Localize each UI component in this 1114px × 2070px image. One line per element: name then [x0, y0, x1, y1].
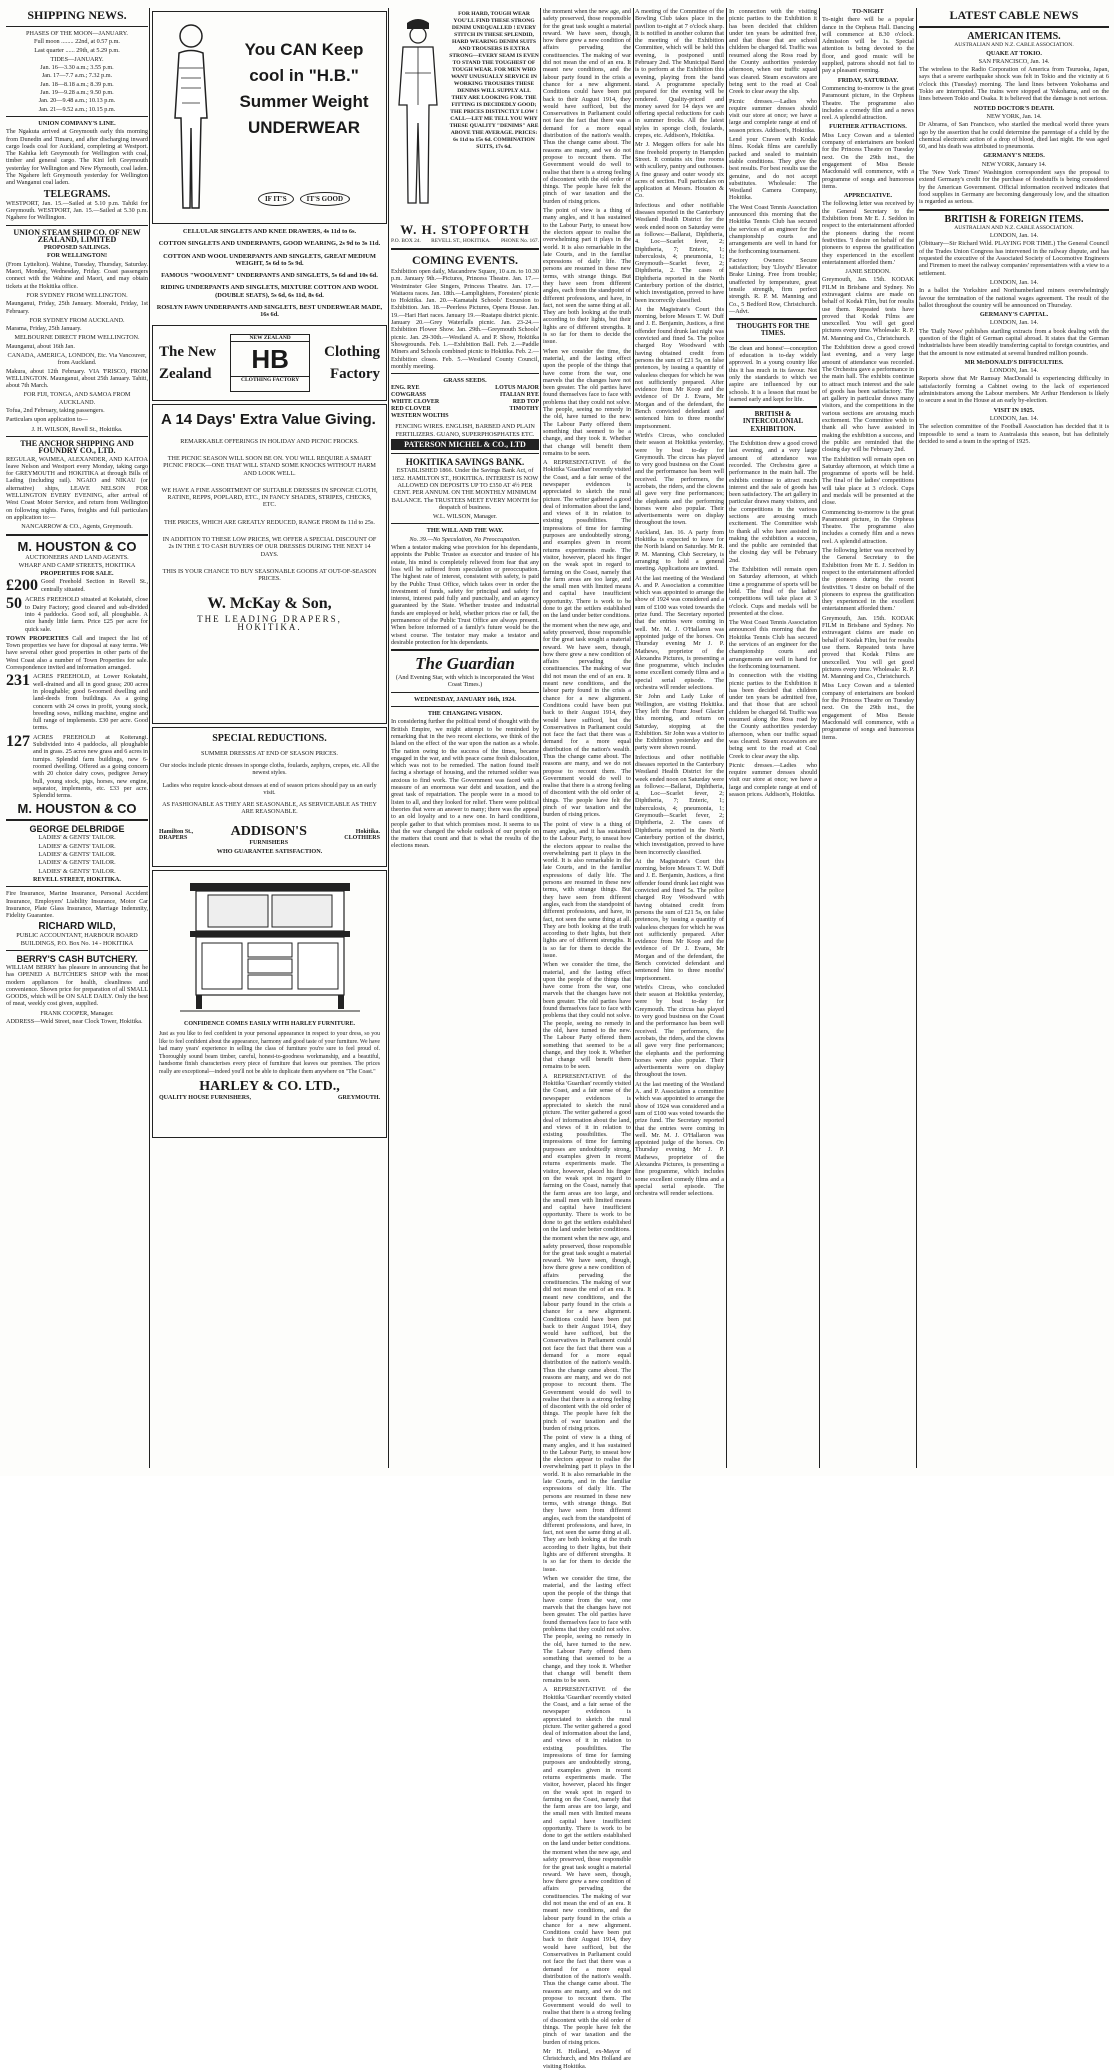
- local-news-text: Infectious and other notifiable diseases reported in the Canterbury Westland Health District for the week ended noon on Saturday were as follows:—Ballarat, Diphtheria, 4. Loc—Scarlet fever, 2; Diphtheria, 7; Enteric, 1; tuberculosis, 4; pneumonia, 1; Greymouth—Scarlet fever, 2; Diphtheria, 2. The cases of Diphtheria reported in the North Canterbury portion of the district, which investigation, proved to have been incorrectly classified.: [635, 201, 724, 304]
- local-news-text: The West Coast Tennis Association announced this morning that the Hokitika Tennis Club has secured the services of an engineer for the championship courts and arrangements are well in hand for the forthcoming tournament.: [729, 619, 817, 670]
- editorial-text: The point of view is a thing of many angles, and it has sustained to the Labour Party, to unseat how the electors appear to realise the overwhelming part it plays in the world. It is also remarkable in the late Courts, and in the familiar expressions of daily life. The persons are resumed in these new terms, with strange things. But they have seen from different angles, each from the standpoint of different professions, and have, in fact, not seen the same thing at all. They are both looking at the truth according to their lights, but their lights are of different strengths. It is so far for them to decide the issue.: [543, 1434, 631, 1573]
- changing-vision-text: In considering further the political trend of thought with the British Empire, we might attempt to be reminded by remarking that in the two recent elections, we think of the Island on the effect of the war upon the nation as a whole. The nation owing to the success of the times, became engaged in the war, and with peace came fresh dislocation, which was not to be remedied. The nation found itself facing a shortage of housing, and the returned soldier was anxious to find work. The Government was faced with a measure of an enormous war debt and taxation, and the great task of repatriation. The people were in a mood to listen to all, and they looked for relief. There were political theories that were an answer to many; there was the appeal to an old loyalty and to a new one. In hard conditions, people gather to that which promises most. It seems to us that the war changed the whole outlook of our people on the matters that count and that is what the results of the elections mean.: [391, 718, 539, 850]
- guardian-date: WEDNESDAY, JANUARY 16th, 1924.: [414, 695, 516, 703]
- anchor-text: REGULAR, WAIMEA, ALEXANDER, AND KAITOA leave Nelson and Westport every Monday, taking cargo for GREYMOUTH and HOKITIKA at through Bills of Lading (including rail). NGAIO and NIKAU (or alternative) ships, LEAVE NELSON FOR WELLINGTON EVERY EVENING, after arrival of West Coast Motor Service, and return from Wellington on following nights. Fares, freights and full particulars on application to:—: [6, 455, 148, 521]
- union-line-heading: UNION COMPANY'S LINE.: [38, 119, 116, 127]
- telegrams-text: WESTPORT, Jan. 15.—Sailed at 5.10 p.m. Tahiki for Greymouth. WESTPORT, Jan. 15.—Sailed at 5.30 p.m. Ngahere for Wellington.: [6, 199, 148, 222]
- fencing-text: FENCING WIRES. ENGLISH, BARBED AND PLAIN FERTILIZERS. GUANO, SUPERPHOSPHATES ETC.: [395, 423, 535, 438]
- addison-left-2: DRAPERS: [159, 834, 188, 841]
- germany-needs-heading: GERMANY'S NEEDS.: [983, 152, 1045, 160]
- nz-zealand: Zealand: [159, 365, 212, 382]
- man-in-denim-illustration: [391, 13, 445, 213]
- cable-assoc: AUSTRALIAN AND N.Z. CABLE ASSOCIATION.: [954, 42, 1074, 48]
- local-news-text: Auckland, Jan. 16. A party from Hokitika is expected to leave for the North Island on Saturday. Mr R. P. M. Manning, Club Secretary, is arranging to hold a general meeting. Applications are invited.: [635, 528, 724, 573]
- column-rule: [149, 8, 150, 1468]
- editorial-text: When we consider the time, the material, and the lasting effect upon the people of the things that have come from the war, one marvels that the changes have not been greater. The old parties have found themselves face to face with problems that they could not solve. The people, seeing no remedy in the old, have turned to the new. The Labour Party offered them something that seemed to be a change, and they took it. Whether that change will benefit them remains to be seen.: [543, 961, 631, 1071]
- telegrams-heading: TELEGRAMS.: [43, 188, 111, 200]
- melbourne-text: Maunganui, about 16th Jan.: [6, 342, 75, 350]
- quake-place: SAN FRANCISCO, Jan. 14.: [978, 57, 1050, 65]
- harley-right: GREYMOUTH.: [337, 1094, 380, 1101]
- local-news-text: Wirth's Circus, who concluded their season at Hokitika yesterday, were by boat to-day for Greymouth. The circus has played to very good business on the Coast and the performance has been well received. The performers, the acrobats, the riders, and the clowns all gave very fine performances; the elephants and the performing horses were also popular. Their advertisements were on display throughout the town.: [635, 431, 724, 527]
- houston-heading-2: M. HOUSTON & CO: [17, 801, 137, 817]
- exhibition-text: The Exhibition will remain open on Saturday afternoon, at which time a programme of sports will be held. The final of the ladies' competitions will take place at 3 o'clock. Cups and medals will be presented at the close.: [729, 566, 817, 617]
- addison-right-2: CLOTHIERS: [344, 834, 380, 841]
- mckay-text: THIS IS YOUR CHANCE TO BUY SEASONABLE GOODS AT OUT-OF-SEASON PRICES.: [162, 567, 377, 583]
- tailor-line: LADIES' & GENTS' TAILOR.: [38, 834, 116, 842]
- latest-cable-news: LATEST CABLE NEWS: [949, 8, 1079, 22]
- hb-tag-left: IF IT'S: [258, 192, 294, 206]
- wellington-text: (From Lyttelton). Wahine, Tuesday, Thursday, Saturday. Maori, Monday, Wednesday, Friday. Coast passengers connect with the Wahine and Maori, and may obtain tickets at the Hokitika office.: [6, 260, 148, 290]
- bf-place: LONDON, Jan. 14.: [989, 278, 1039, 286]
- savings-signature: W.L. WILSON, Manager.: [433, 513, 497, 521]
- particulars: Particulars upon application to—: [6, 416, 88, 424]
- grass-seeds-heading: GRASS SEEDS.: [443, 377, 487, 385]
- local-news-text: At the Magistrate's Court this morning, before Messrs T. W. Duff and J. E. Benjamin, Justices, a first offender found drunk last night was convicted and fined 5s. The police charged Roy Woodward with having obtained credit from persons the sum of £21 5s, on false pretences, by issuing a quantity of valueless cheques for which he was not sufficiently prepared. After evidence from Mr Koop and the evidence of Dr J. Evans, Mr Morgan and of the defendant, the Bench convicted defendant and sentenced him to three months' imprisonment.: [635, 305, 724, 430]
- kodak-text: Greymouth, Jan. 15th. KODAK FILM in Brisbane and Sydney. No extravagant claims are made on behalf of Kodak Film, but for results use them. Repeated tests have proved that Kodak Films are unexcelled. You will get good pictures every time. Wholesale: R. P. M. Manning and Co., Christchurch.: [822, 276, 914, 342]
- exhibition-text: The Exhibition will remain open on Saturday afternoon, at which time a programme of sports will be held. The final of the ladies' competitions will take place at 3 o'clock. Cups and medals will be presented at the close.: [822, 455, 914, 507]
- stopforth-name: W. H. STOPFORTH: [400, 222, 530, 237]
- local-news-text: At the last meeting of the Westland A. and P. Association a committee which was appointed to arrange the show of 1924 was considered and a sum of £100 was voted towards the prize fund. The Secretary reported that the entries were coming in well. Mr. M. J. O'Hallaron was appointed judge of the horses. On Thursday evening Mr J. P. Mathews, proprietor of the Alexandra Pictures, is presenting a fine programme, which includes some excellent comedy films and a special serial episode. The orchestra will render selections.: [635, 1080, 724, 1198]
- nz-the-new: The New: [159, 343, 217, 360]
- melbourne-heading: MELBOURNE DIRECT FROM WELLINGTON.: [14, 334, 140, 342]
- hb-item: COTTON SINGLETS AND UNDERPANTS, GOOD WEARING, 2s 9d to 3s 11d.: [158, 240, 381, 248]
- mcdonald-text: Reports show that Mr Ramsay MacDonald is experiencing difficulty in satisfactorily forming a Cabinet owing to the lack of experienced administrators among the Labour members. Mr Arthur Henderson is likely to secure a seat in the House at an early by-election.: [919, 375, 1109, 405]
- thoughts-heading: THOUGHTS FOR THE TIMES.: [736, 322, 810, 338]
- column-local-news: [635, 8, 724, 1468]
- nz-clothing-factory-ad: [152, 325, 387, 401]
- properties-for-sale: PROPERTIES FOR SALE.: [40, 570, 114, 578]
- listing-231: 231 ACRES FREEHOLD, at Lower Kokatahi, well-drained and all in good grass; 200 acres in ploughable; good 6-roomed dwelling and land-deeds from buildings. As a going concern with 24 cows in profit, young stock, breeding sows, milking machine, engine and full range of implements. £30 per acre. Good terms.: [6, 672, 148, 732]
- thoughts-text: 'Be clean and honest'—conception of education is to-day widely approved. In a young country like this it has much in its favour. Not only the standards to which we aspire are influenced by our schools. It is a lesson that must be learned early and kept for life.: [729, 344, 817, 403]
- tailor-line: LADIES' & GENTS' TAILOR.: [38, 859, 116, 867]
- mckay-sub: THE LEADING DRAPERS,: [197, 613, 342, 624]
- coming-events-text: Exhibition open daily, Macandrew Square, 10 a.m. to 10.30 p.m. January 9th.—Pictures, Princess Theatre. Jan. 17.—Westminster Glee Singers, Princess Theatre. Jan. 17.—Waitaora races. Jan. 18th.—Lamplighters, Foresters' picnic to Hokitika. Jan. 20.—Kamatahi Schools' Excursion to Exhibition. Jan. 18.—Peerless Pictures, Opera House. Jan. 19.—Hari Hari races. January 19.—Ruatapu district picnic. January 20.—Grey Waterfalls picnic. Jan. 23-24.—Exhibition Flower Show. Jan. 29th.—Greymouth Schools' picnic. Jan. 29-30th.—Westland A. and P. Show, Hokitika Showgrounds. Feb. 1.—Exhibition Ball. Feb. 2.—Paddle Miners and Schools combined picnic to Hokitika. Feb. 2.—Exhibition closes. Feb. 5.—Westland County Council, monthly meeting.: [391, 268, 539, 370]
- fiji-heading: FOR FIJI, TONGA, AND SAMOA FROM AUCKLAND.: [23, 391, 131, 406]
- local-news-text: Mr J. Meggen offers for sale his fine freehold property in Hampden Street. It contains six fine rooms with scullery, pantry and outhouses. A fine grassy and outer woody six acres of section. Full particulars on application at Messrs. Houston & Co.: [635, 141, 724, 200]
- local-news-text: The West Coast Tennis Association announced this morning that the Hokitika Tennis Club has secured the services of an engineer for the championship courts and arrangements are well in hand for the forthcoming tournament.: [729, 203, 817, 255]
- berrys-heading: BERRY'S CASH BUTCHERY.: [16, 953, 138, 964]
- tailor-line: LADIES' & GENTS' TAILOR.: [38, 851, 116, 859]
- appreciative-text: The following letter was received by the General Secretary to the Exhibition from Mr E. J. Seddon in respect to the entertainment afforded the pioneers during the recent festivities. 'I desire on behalf of the pioneers to express the gratification they experienced in the excellent entertainment afforded them.': [822, 547, 914, 613]
- listing-127: 127 ACRES FREEHOLD at Koiterangi. Subdivided into 4 paddocks, all ploughable and in grass. 25 acres new grass and 6 acres in turnips. Splendid farm buildings, new 6-roomed dwelling. Offered as a going concern with 20 choice dairy cows, pedigree Jersey bull, young stock, pigs, horses, new engine, separator, implements, etc. £33 per acre. Splendid terms.: [6, 732, 148, 800]
- hb-summer-weight: Summer Weight: [239, 92, 369, 111]
- further-heading: FURTHER ATTRACTIONS.: [829, 123, 907, 131]
- hb-underwear-ad: [152, 11, 387, 224]
- insurance-text: Fire Insurance, Marine Insurance, Personal Accident Insurance, Employers' Liability Insurance, Motor Car Insurance, Plate Glass Insurance, Marriage Indemnity, Fidelity Guarantee.: [6, 890, 148, 920]
- wharf-streets: WHARF AND CAMP STREETS, HOKITIKA: [18, 561, 136, 569]
- union-line-text: The Ngakuta arrived at Greymouth early this morning from Dunedin and Timaru, and after discharging inward cargo loads coal for Auckland, completing at Westport. The Kahika left Greymouth for Wellington with coal, timber and general cargo. The Kini left Greymouth yesterday for Wellington and New Plymouth, coal laden. The Ngahere left Greymouth yesterday for Wellington and Wanganui coal laden.: [6, 128, 148, 187]
- germany-place: NEW YORK, January 14.: [981, 160, 1047, 168]
- wilson-signature: J. H. WILSON, Revell St., Hokitika.: [31, 425, 123, 433]
- column-shipping: [6, 8, 148, 1468]
- canada-heading: CANADA, AMERICA, LONDON, Etc. Via Vancouver, from Auckland.: [7, 351, 147, 367]
- column-tonight: [822, 8, 914, 1468]
- stop-street: REVELL ST., HOKITIKA.: [431, 238, 491, 244]
- tonight-text: Commencing to-morrow is the great Paramount picture, in the Orpheus Theatre. The programme also includes a comedy film and a news reel. A splendid attraction.: [822, 508, 914, 545]
- mcdonald-heading: MR McDONALD'S DIFFICULTIES.: [964, 358, 1064, 366]
- savings-text: ESTABLISHED 1866. Under the Savings Bank Act, of 1852. HAMILTON ST., HOKITIKA. INTEREST IS NOW ALLOWED ON DEPOSITS UP TO £350 AT 4½ PER CENT. PER ANNUM. ON THE MONTHLY MINIMUM BALANCE. The TRUSTEES MEET EVERY MONTH for despatch of business.: [391, 467, 539, 511]
- addison-left-1: Hamilton St.,: [159, 828, 194, 835]
- paterson-banner: PATERSON MICHEL & CO., LTD: [391, 439, 539, 450]
- hb-item: FAMOUS "WOOLVENT" UNDERPANTS AND SINGLETS, 5s 6d and 10s 6d.: [161, 272, 378, 280]
- man-in-underwear-illustration: [161, 18, 221, 218]
- noted-doctor-heading: NOTED DOCTOR'S DEATH.: [973, 104, 1055, 112]
- coming-events-heading: COMING EVENTS.: [411, 253, 518, 267]
- delbridge-heading: GEORGE DELBRIDGE: [29, 824, 125, 835]
- will-text: When a testator making wise provision for his dependants, appoints the Public Trustee as executor and trustee of his estate, his mind is completely relieved from fear that any loss will be suffered from speculation or preoccupation. The highest rate of interest, consistent with safety, is paid by the Public Trust Office, which takes over in order the investment of funds, safety for principal and safety for interest, interest paid fully and punctually, and an agency guaranteed by the State. Whether trustee and industrial funds are employed or held, whether prices rise or fall, the permanence of the Public Trust Office are always present. When before informed of a family's future would be the wisest course. The testator may make a testator and desirable protection for his dependants.: [391, 544, 539, 646]
- addison-text: Ladies who require knock-about dresses at end of season prices should pay us an early visit.: [162, 781, 377, 796]
- moon-line: Last quarter ...... 29th, at 5.29 p.m.: [34, 46, 120, 54]
- column-rule: [540, 8, 541, 1468]
- nz-clothing: Clothing: [324, 343, 380, 360]
- savings-bank-heading: HOKITIKA SAVINGS BANK.: [405, 457, 525, 468]
- further-text: Miss Lucy Cowan and a talented company of entertainers are booked for the Princess Theatre on Tuesday next. On the 29th inst., the engagement of Miss Bessie Macdonald will commence, with a programme of songs and humorous items.: [822, 131, 914, 190]
- stop-box: P.O. BOX 24.: [391, 238, 421, 244]
- hb-cool-in: cool in "H.B.": [249, 66, 359, 85]
- local-news-text: Lend your Craven with Kodak films. Kodak films are carefully packed and sealed to maintain stable conditions. They give the best results. For best results use the genuine, and do not accept substitutes. Wholesale: The Westland Camera Company, Hokitika.: [729, 136, 817, 202]
- addison-text: AS FASHIONABLE AS THEY ARE SEASONABLE, AS SERVICEABLE AS THEY ARE REASONABLE.: [162, 801, 377, 816]
- seddon-signature: JANIE SEDDON.: [845, 268, 891, 276]
- bf-assoc: AUSTRALIAN AND N.Z. CABLE ASSOCIATION.: [954, 224, 1074, 231]
- tonight-text: To-night there will be a popular dance in the Orpheus Hall. Dancing will commence at 8.30 o'clock. Admission will be 1s. Special attention is being devoted to the floor, and good music will be supplied, patrons should not fail to pay a pleasant evening.: [822, 16, 914, 75]
- german-place: LONDON, Jan. 14.: [989, 319, 1039, 327]
- nancarrow: NANCARROW & CO., Agents, Greymouth.: [21, 523, 133, 531]
- mckay-text: WE HAVE A FINE ASSORTMENT OF SUITABLE DRESSES IN SPONGE CLOTH, RATINE, REPPS, POPLARD, ETC., IN FANCY SHADES, STRIPES, CHECKS, ETC.: [161, 486, 378, 509]
- addison-text: SUMMER DRESSES AT END OF SEASON PRICES.: [201, 749, 338, 757]
- holland-note: Mr H. Holland, ex-Mayor of Christchurch, and Mrs Holland are visiting Hokitika.: [543, 2047, 631, 2070]
- fourteen-days-heading: A 14 Days' Extra Value Giving.: [161, 410, 376, 428]
- for-sydney: FOR SYDNEY FROM WELLINGTON.: [26, 291, 128, 299]
- addison-ad: [152, 727, 387, 867]
- german-text: The 'Daily News' publishes startling extracts from a book dealing with the question of the flight of German capital abroad. It states that the German industrialists have been steadily transferring capital to foreign countries, and that the amount is now estimated at several hundred million pounds.: [919, 327, 1109, 357]
- local-news-text: At the Magistrate's Court this morning, before Messrs T. W. Duff and J. E. Benjamin, Justices, a first offender found drunk last night was convicted and fined 5s. The police charged Roy Woodward with having obtained credit from persons the sum of £21 5s, on false pretences, by issuing a quantity of valueless cheques for which he was not sufficiently prepared. After evidence from Mr Koop and the evidence of Dr J. Evans, Mr Morgan and of the defendant, the Bench convicted defendant and sentenced him to three months' imprisonment.: [635, 857, 724, 982]
- for-wellington: FOR WELLINGTON!: [46, 252, 108, 260]
- column-rule: [726, 8, 727, 1468]
- visit-heading: VISIT IN 1925.: [993, 406, 1035, 414]
- tide-line: Jan. 16—3.30 a.m.; 3.55 p.m.: [40, 64, 114, 72]
- column-rule: [388, 8, 389, 1468]
- houston-heading: M. HOUSTON & CO: [17, 538, 137, 554]
- column-local-2: [729, 8, 817, 1468]
- sydney-text: Maunganui, Friday, 25th January. Moeraki, Friday, 1st February.: [6, 300, 148, 315]
- hb-item: RIDING UNDERPANTS AND SINGLETS, MIXTURE COTTON AND WOOL (DOUBLE SEATS), 5s 6d, 6s 11d, 8s 6d.: [160, 284, 379, 299]
- houston-sub: AUCTIONEERS AND LAND AGENTS.: [25, 553, 129, 561]
- further-text: Miss Lucy Cowan and a talented company of entertainers are booked for the Princess Theatre on Tuesday next. On the 29th inst., the engagement of Miss Bessie Macdonald will commence, with a programme of songs and humorous items.: [822, 682, 914, 741]
- fiji-text: Tofua, 2nd February, taking passengers.: [6, 407, 105, 415]
- friday-heading: FRIDAY, SATURDAY.: [837, 76, 899, 84]
- editorial-text: A REPRESENTATIVE of the Hokitika 'Guardian' recently visited the Coast, and a fair sense of the newspaper evidences is appreciated to sketch the rural picture. The writer gathered a good deal of information about the land, and views of it in relation to existing possibilities. The impressions of time for farming purposes are undoubtedly strong, and examples given in recent returns experiments made. The visitor, however, placed his finger on the weak spot in regard to farming on the Coast, namely that the farm areas are too large, and the small men with limited means and capital have insufficient opportunity. There is work to be done to get the settlers established on the land under better conditions.: [543, 459, 631, 620]
- mckay-text: IN ADDITION TO THESE LOW PRICES, WE OFFER A SPECIAL DISCOUNT OF 2s IN THE £ TO CASH BUYERS OF OUR DRESSES DURING THE NEXT 14 DAYS.: [162, 536, 377, 558]
- berry-text: WILLIAM BERRY has pleasure in announcing that he has OPENED A BUTCHER'S SHOP with the most modern appliances for health, cleanliness and convenience. Shown price for preparation of all SMALL GOODS, which will be ON SALE DAILY. Only the best of meat, weekly cost given, supplied.: [6, 963, 148, 1008]
- will-sub: No. 39.—No Speculation, No Preoccupation.: [409, 535, 521, 543]
- editorial-text: The point of view is a thing of many angles, and it has sustained to the Labour Party, to unseat how the electors appear to realise the overwhelming part it plays in the world. It is also remarkable in the late Courts, and in the familiar expressions of daily life. The persons are resumed in these new terms, with strange things. But they have seen from different angles, each from the standpoint of different professions, and have, in fact, not seen the same thing at all. They are both looking at the truth according to their lights, but their lights are of different strengths. It is so far for them to decide the issue.: [543, 207, 631, 346]
- visit-place: LONDON, Jan. 14.: [989, 414, 1039, 422]
- kodak-text: Greymouth, Jan. 15th. KODAK FILM in Brisbane and Sydney. No extravagant claims are made on behalf of Kodak Film, but for results use them. Repeated tests have proved that Kodak Films are unexcelled. You will get good pictures every time. Wholesale: R. P. M. Manning and Co., Christchurch.: [822, 614, 914, 681]
- moon-heading: PHASES OF THE MOON—JANUARY.: [26, 30, 128, 37]
- mckay-ad: [152, 404, 387, 724]
- column-ads: [152, 8, 387, 1468]
- address: ADDRESS—Weld Street, near Clock Tower, Hokitika.: [6, 1018, 143, 1026]
- tide-line: Jan. 18—8.18 a.m.; 8.39 p.m.: [40, 80, 114, 88]
- exhibition-heading: BRITISH & INTERCOLONIAL EXHIBITION.: [742, 410, 804, 433]
- tide-line: Jan. 19—9.28 a.m.; 9.50 p.m.: [40, 89, 114, 97]
- quake-text: The wireless to the Radio Corporation of America from Tsuruoka, Japan, says that a severe earthquake shock was felt in Tokio and the vicinity at 6 o'clock this (Tuesday) morning. The land lines between Yokohama and Tokio are interrupted. The trains were stopped at Yokohama, and on the lines between Tokio and Osaka. It is believed that the damage is not serious.: [919, 66, 1109, 103]
- mckay-town: HOKITIKA.: [237, 621, 302, 632]
- editorial-text: When we consider the time, the material, and the lasting effect upon the people of the things that have come from the war, one marvels that the changes have not been greater. The old parties have found themselves face to face with problems that they could not solve. The people, seeing no remedy in the old, have turned to the new. The Labour Party offered them something that seemed to be a change, and they took it. Whether that change will benefit them remains to be seen.: [543, 347, 631, 457]
- exhibition-text: The Exhibition drew a good crowd last evening, and a very large amount of attendance was recorded. The Orchestra gave a performance in the main hall. The exhibits continue to attract much interest and the sale of goods has been satisfactory. The art gallery in particular draws many visitors, and the competitions in the various sections are arousing much excitement. The Committee wish to thank all who have assisted in making the exhibition a success, and the public are reminded that the closing day will be February 2nd.: [822, 344, 914, 454]
- local-news-text: Wirth's Circus, who concluded their season at Hokitika yesterday, were by boat to-day for Greymouth. The circus has played to very good business on the Coast and the performance has been well received. The performers, the acrobats, the riders, and the clowns all gave very fine performances; the elephants and the performing horses were also popular. Their advertisements were on display throughout the town.: [635, 983, 724, 1079]
- editorial-text: the moment when the new age, and safety preserved, those responsible for the great task sought a material reward. We have seen, though, how there grew a new condition of affairs pervading the constituencies. The making of war did not mean the end of an era. It meant new conditions, and the labour party found in the crisis a chance for a new alignment. Conditions could have been put back to their August 1914, they would have sufficed, but the Conservatives in Parliament could not face the fact that there was a demand for a more equal distribution of the nation's wealth. Thus the change came about. The reasons are many, and we do not propose to recount them. The Government would do well to realise that there is a strong feeling of discontent with the old order of things. The people have felt the pinch of war taxation and the burden of rising prices.: [543, 621, 631, 819]
- guardian-masthead: The Guardian: [415, 654, 515, 674]
- column-stopforth: [391, 8, 539, 1468]
- tailor-line: LADIES' & GENTS' TAILOR.: [38, 867, 116, 875]
- british-foreign-items: BRITISH & FOREIGN ITEMS.: [944, 213, 1084, 225]
- local-news-text: In connection with the visiting picnic parties to the Exhibition it has been decided that children under ten years be admitted free, and that those that are school children be charged 6d. Traffic was resumed along the Ross road by the County authorities yesterday afternoon, when our traffic squad was cleared. Steam excavators are being sent to the road at Coal Creek to clear away the slip.: [729, 672, 817, 760]
- anchor-heading: THE ANCHOR SHIPPING AND FOUNDRY CO., LTD.: [20, 438, 134, 456]
- revell-street: REVELL STREET, HOKITIKA.: [33, 875, 121, 883]
- listing-50: 50 ACRES FREEHOLD situated at Kokatahi, close to Dairy Factory; good cleared and sub-divided into 4 paddocks. Good soil, all ploughable. A nice handy little farm. Price £25 per acre for quick sale.: [6, 595, 148, 633]
- bf-text: (Obituary—Sir Richard Wild. PLAYING FOR TIME.) The General Council of the Trades Union Congress has intervened in the railway dispute, and has requested the executive of the Associated Society of Locomotive Engineers and Firemen to meet the railway companies' representatives with a view to a settlement.: [919, 240, 1109, 277]
- proposed-sailings: PROPOSED SAILINGS.: [43, 244, 111, 252]
- harley-text: Just as you like to feel confident in your personal appearance in respect to your dress, so you like to feel confident about the appearance, harmony and good taste of your furniture. We have had many years' experience in selling the class of furniture you're sure to feel proud of. Thoroughly sound beam timber, careful, honest-to-goodness workmanship, and a beautiful, handsome finish characterises every piece of furniture that leaves our premises. The prices really are exceptional—indeed you'll not be able to duplicate them anywhere on "The Coast.": [159, 1030, 380, 1075]
- local-news-text: In connection with the visiting picnic parties to the Exhibition it has been decided that children under ten years be admitted free, and that those that are school children be charged 6d. Traffic was resumed along the Ross road by the County authorities yesterday afternoon, when our traffic squad was cleared. Steam excavators are being sent to the road at Coal Creek to clear away the slip.: [729, 8, 817, 96]
- sydney-auckland-text: Marama, Friday, 25th January.: [6, 325, 82, 333]
- harley-name: HARLEY & CO. LTD.,: [199, 1078, 340, 1094]
- bf-text: In a ballot the Yorkshire and Northumberland miners overwhelmingly favour the termination of the national wages agreement. The result of the ballot throughout the country will be announced on Thursday.: [919, 287, 1109, 309]
- hb-can-keep: You CAN Keep: [244, 40, 364, 59]
- hb-underwear: UNDERWEAR: [247, 118, 361, 137]
- friday-text: Commencing to-morrow is the great Paramount picture, in the Orpheus Theatre. The programme also includes a comedy film and a news reel. A splendid attraction.: [822, 84, 914, 122]
- furniture-illustration: [180, 877, 360, 1019]
- hb-item: COTTON AND WOOL UNDERPANTS AND SINGLETS, GREAT MEDIUM WEIGHT, 5s 6d to 5s 9d.: [163, 252, 376, 267]
- tides-heading: TIDES—JANUARY.: [50, 55, 104, 63]
- local-news-text: Picnic dresses.—Ladies who require summer dresses should visit our store at once; we have a large and complete range at end of season prices. Addison's, Hokitika.: [729, 761, 817, 798]
- denim-ad: [391, 11, 539, 219]
- addison-name: ADDISON'S: [230, 823, 307, 839]
- harley-caption: CONFIDENCE COMES EASILY WITH HARLEY FURNITURE.: [184, 1020, 355, 1027]
- local-news-text: Factory Owners: Secure satisfaction; buy 'Lloyd's' Elevator Brake Lining. Free from trouble; unaffected by temperature, great tensile strength, firm perfect strength. R. P. M. Manning and Co., 5 Bedford Row, Christchurch.—Advt.: [729, 256, 817, 315]
- quake-heading: QUAKE AT TOKIO.: [986, 49, 1042, 57]
- tonight-heading: TO-NIGHT: [852, 8, 884, 15]
- listing-200: £200 Good Freehold Section in Revell St., centrally situated.: [6, 577, 148, 595]
- hb-logo: NEW ZEALAND HB CLOTHING FACTORY: [230, 334, 310, 392]
- editorial-text: The point of view is a thing of many angles, and it has sustained to the Labour Party, to unseat how the electors appear to realise the overwhelming part it plays in the world. It is also remarkable in the late Courts, and in the familiar expressions of daily life. The persons are resumed in these new terms, with strange things. But they have seen from different angles, each from the standpoint of different professions, and have, in fact, not seen the same thing at all. They are both looking at the truth according to their lights, but their lights are of different strengths. It is so far for them to decide the issue.: [543, 820, 631, 959]
- grass-list: ENG. RYE COWGRASS WHITE CLOVER RED CLOVER WESTERN WOLTHS LOTUS MAJOR ITALIAN RYE RED TOP TIMOTHY: [391, 385, 539, 420]
- town-properties: TOWN PROPERTIES Call and inspect the list of Town properties we have for disposal at easy terms. We have several other good properties in other parts of the West Coast also a number of Town Properties for sale. Correspondence invited and information arranged.: [6, 634, 148, 672]
- addison-mid: FURNISHERS: [249, 839, 289, 846]
- mckay-name: W. McKay & Son,: [207, 594, 332, 612]
- local-news-text: At the last meeting of the Westland A. and P. Association a committee which was appointed to arrange the show of 1924 was considered and a sum of £100 was voted towards the prize fund. The Secretary reported that the entries were coming in well. Mr. M. J. O'Hallaron was appointed judge of the horses. On Thursday evening Mr J. P. Mathews, proprietor of the Alexandra Pictures, is presenting a fine programme, which includes some excellent comedy films and a special serial episode. The orchestra will render selections.: [635, 574, 724, 692]
- column-cables: [919, 8, 1109, 1468]
- stop-phone: PHONE No. 167.: [500, 238, 539, 244]
- column-rule: [819, 8, 820, 1468]
- mcdonald-place: LONDON, Jan. 14.: [989, 367, 1039, 375]
- harley-ad: [152, 870, 387, 1138]
- tide-line: Jan. 21—9.52 a.m.; 10.15 p.m.: [38, 105, 116, 113]
- exhibition-text: The Exhibition drew a good crowd last evening, and a very large amount of attendance was recorded. The Orchestra gave a performance in the main hall. The exhibits continue to attract much interest and the sale of goods has been satisfactory. The art gallery in particular draws many visitors, and the competitions in the various sections are arousing much excitement. The Committee wish to thank all who have assisted in making the exhibition a success, and the public are reminded that the closing day will be February 2nd.: [729, 440, 817, 564]
- american-items: AMERICAN ITEMS.: [967, 31, 1061, 42]
- wild-text: PUBLIC ACCOUNTANT, HARBOUR BOARD BUILDINGS, P.O. Box No. 14 - HOKITIKA: [16, 932, 138, 947]
- editorial-text: A REPRESENTATIVE of the Hokitika 'Guardian' recently visited the Coast, and a fair sense of the newspaper evidences is appreciated to sketch the rural picture. The writer gathered a good deal of information about the land, and views of it in relation to existing possibilities. The impressions of time for farming purposes are undoubtedly strong, and examples given in recent returns experiments made. The visitor, however, placed his finger on the weak spot in regard to farming on the Coast, namely that the farm areas are too large, and the small men with limited means and capital have insufficient opportunity. There is work to be done to get the settlers established on the land under better conditions.: [543, 1072, 631, 1233]
- tailor-line: LADIES' & GENTS' TAILOR.: [38, 842, 116, 850]
- special-reductions: SPECIAL REDUCTIONS.: [212, 732, 327, 744]
- column-rule: [916, 8, 917, 1468]
- addison-right-1: Hokitika.: [355, 828, 380, 835]
- mckay-text: THE PRICES, WHICH ARE GREATLY REDUCED, RANGE FROM 8s 11d to 25s.: [164, 518, 375, 526]
- changing-vision-heading: THE CHANGING VISION.: [427, 710, 503, 718]
- noted-text: Dr Abrams, of San Francisco, who startled the medical world three years ago by the assertion that he could determine the parentage of a child by the chemical electronic action of a drop of blood, died last night. He was aged 60, and his death was attributed to pneumonia.: [919, 121, 1109, 151]
- addison-satisfaction: WHO GUARANTEE SATISFACTION.: [216, 847, 323, 855]
- local-news-text: Picnic dresses.—Ladies who require summer dresses should visit our store at once; we have a large and complete range at end of season prices. Addison's, Hokitika.: [729, 97, 817, 134]
- mckay-text: THE PICNIC SEASON WILL SOON BE ON. YOU WILL REQUIRE A SMART PICNIC FROCK—ONE THAT WILL STAND SOME KNOCKS WITHOUT HARM AND LOOK WELL.: [163, 454, 376, 477]
- noted-place: NEW YORK, Jan. 14.: [986, 112, 1042, 120]
- will-heading: THE WILL AND THE WAY.: [426, 527, 504, 535]
- mckay-text: REMARKABLE OFFERINGS IN HOLIDAY AND PICNIC FROCKS.: [180, 437, 359, 445]
- hb-item: ROSLYN FAWN UNDERPANTS AND SINGLETS, BEST UNDERWEAR MADE, 16s 6d.: [156, 304, 383, 319]
- guardian-sub: (And Evening Star, with which is incorporated the West Coast Times.): [395, 674, 535, 689]
- local-news-text: A meeting of the Committee of the Bowling Club takes place in the pavilion to-night at 7 o'clock sharp. It is notified in another column that the meeting of the Exhibition Committee, which will be held this evening, is postponed until February 2nd. The Municipal Band is to perform at the Exhibition this evening, playing from the band stand. A programme specially prepared for the evening will be rendered. Quality-priced and money saved for 14 days we are offering special reductions for cash in summer frocks. All the latest styles in sponge cloth, foulards, crepes, etc. Addison's, Hokitika.: [635, 8, 724, 140]
- editorial-text: When we consider the time, the material, and the lasting effect upon the people of the things that have come from the war, one marvels that the changes have not been greater. The old parties have found themselves face to face with problems that they could not solve. The people, seeing no remedy in the old, have turned to the new. The Labour Party offered them something that seemed to be a change, and they took it. Whether that change will benefit them remains to be seen.: [543, 1574, 631, 1685]
- appreciative-heading: APPRECIATIVE.: [843, 192, 893, 200]
- moon-line: Full moon ........ 22nd, at 0.57 p.m.: [34, 38, 120, 46]
- local-news-text: Sir John and Lady Luke of Wellington, are visiting Hokitika. They left the Franz Josef Glacier this morning, and return on Saturday, stopping at the Exhibition. Sir John was a visitor to the Exhibition yesterday and the party were shown round.: [635, 693, 724, 752]
- tide-line: Jan. 20—9.48 a.m.; 10.13 p.m.: [38, 97, 116, 105]
- germany-capital-heading: GERMANY'S CAPITAL.: [979, 311, 1049, 319]
- editorial-text: A REPRESENTATIVE of the Hokitika 'Guardian' recently visited the Coast, and a fair sense of the newspaper evidences is appreciated to sketch the rural picture. The writer gathered a good deal of information about the land, and views of it in relation to existing possibilities. The impressions of time for farming purposes are undoubtedly strong, and examples given in recent returns experiments made. The visitor, however, placed his finger on the weak spot in regard to farming on the Coast, namely that the farm areas are too large, and the small men with limited means and capital have insufficient opportunity. There is work to be done to get the settlers established on the land under better conditions.: [543, 1686, 631, 1847]
- germany-text: The 'New York Times' Washington correspondent says the proposal to extend Germany's credit for the purchase of foodstuffs is being considered by the American Government. Official information received indicates that food supplies in Germany are becoming dangerously low, and the situation is regarded as serious.: [919, 169, 1109, 206]
- visit-text: The selection committee of the Football Association has decided that it is impossible to send a team to Australasia this season, but has definitely decided to send a team in the spring of 1925.: [919, 423, 1109, 445]
- canada-text: Makura, about 12th February. VIA 'FRISCO, FROM WELLINGTON. Maunganui, about 25th January. Tahiti, about 7th March.: [6, 367, 148, 390]
- hb-item: CELLULAR SINGLETS AND KNEE DRAWERS, 4s 11d to 6s.: [182, 228, 357, 235]
- hb-tag-right: IT'S GOOD: [300, 192, 350, 206]
- column-editorial: [543, 8, 631, 2070]
- editorial-text: the moment when the new age, and safety preserved, those responsible for the great task sought a material reward. We have seen, though, how there grew a new condition of affairs pervading the constituencies. The making of war did not mean the end of an era. It meant new conditions, and the labour party found in the crisis a chance for a new alignment. Conditions could have been put back to their August 1914, they would have sufficed, but the Conservatives in Parliament could not face the fact that there was a demand for a more equal distribution of the nation's wealth. Thus the change came about. The reasons are many, and we do not propose to recount them. The Government would do well to realise that there is a strong feeling of discontent with the old order of things. The people have felt the pinch of war taxation and the burden of rising prices.: [543, 1848, 631, 2046]
- denim-text: FOR HARD, TOUGH WEAR YOU'LL FIND THESE STRONG DENIM UNEQUALLED ! EVERY STITCH IN THESE SPLENDID, HARD WEARING DENIM SUITS AND TROUSERS IS EXTRA STRONG—EVERY SEAM IS EVEN TO STAND THE TOUGHEST OF TOUGH WEAR. FOR MEN WHO WANT UNUSUALLY SERVICE IN WORKING TROUSERS THESE DENIMS WILL SUPPLY ALL THEY ARE LOOKING FOR. THE FITTING IS DECIDEDLY GOOD; THE PRICES DISTINCTLY LOW ! CALL—LET ME TELL YOU WHY THESE QUALITY "DENIMS" ARE ABOVE THE AVERAGE. PRICES: 6s 11d to 15s 6d. COMBINATION SUITS, 17s 6d.: [449, 11, 539, 150]
- bf-place: LONDON, Jan. 14.: [989, 232, 1039, 240]
- addison-text: Our stocks include picnic dresses in sponge cloths, foulards, zephyrs, crepes, etc. All the newest styles.: [160, 761, 379, 777]
- tide-line: Jan. 17—7.7 a.m.; 7.32 p.m.: [41, 72, 113, 80]
- nz-factory: Factory: [330, 365, 380, 382]
- for-sydney-auckland: FOR SYDNEY FROM AUCKLAND.: [29, 316, 125, 324]
- editorial-text: the moment when the new age, and safety preserved, those responsible for the great task sought a material reward. We have seen, though, how there grew a new condition of affairs pervading the constituencies. The making of war did not mean the end of an era. It meant new conditions, and the labour party found in the crisis a chance for a new alignment. Conditions could have been put back to their August 1914, they would have sufficed, but the Conservatives in Parliament could not face the fact that there was a demand for a more equal distribution of the nation's wealth. Thus the change came about. The reasons are many, and we do not propose to recount them. The Government would do well to realise that there is a strong feeling of discontent with the old order of things. The people have felt the pinch of war taxation and the burden of rising prices.: [543, 1235, 631, 1432]
- editorial-text: the moment when the new age, and safety preserved, those responsible for the great task sought a material reward. We have seen, though, how there grew a new condition of affairs pervading the constituencies. The making of war did not mean the end of an era. It meant new conditions, and the labour party found in the crisis a chance for a new alignment. Conditions could have been put back to their August 1914, they would have sufficed, but the Conservatives in Parliament could not face the fact that there was a demand for a more equal distribution of the nation's wealth. Thus the change came about. The reasons are many, and we do not propose to recount them. The Government would do well to realise that there is a strong feeling of discontent with the old order of things. The people have felt the pinch of war taxation and the burden of rising prices.: [543, 8, 631, 205]
- uss-heading: UNION STEAM SHIP CO. OF NEW ZEALAND, LIMITED: [13, 227, 141, 244]
- appreciative-text: The following letter was received by the General Secretary to the Exhibition from Mr E. J. Seddon in respect to the entertainment afforded the pioneers during the recent festivities. 'I desire on behalf of the pioneers to express the gratification they experienced in the excellent entertainment afforded them.': [822, 200, 914, 266]
- local-news-text: Infectious and other notifiable diseases reported in the Canterbury Westland Health District for the week ended noon on Saturday were as follows:—Ballarat, Diphtheria, 4. Loc—Scarlet fever, 2; Diphtheria, 7; Enteric, 1; tuberculosis, 4; pneumonia, 1; Greymouth—Scarlet fever, 2; Diphtheria, 2. The cases of Diphtheria reported in the North Canterbury portion of the district, which investigation, proved to have been incorrectly classified.: [635, 753, 724, 856]
- richard-wild: RICHARD WILD,: [38, 921, 116, 933]
- harley-left: QUALITY HOUSE FURNISHERS,: [159, 1094, 251, 1101]
- shipping-news-heading: SHIPPING NEWS.: [27, 8, 127, 22]
- frank-cooper: FRANK COOPER, Manager.: [40, 1009, 114, 1017]
- column-rule: [633, 8, 634, 1468]
